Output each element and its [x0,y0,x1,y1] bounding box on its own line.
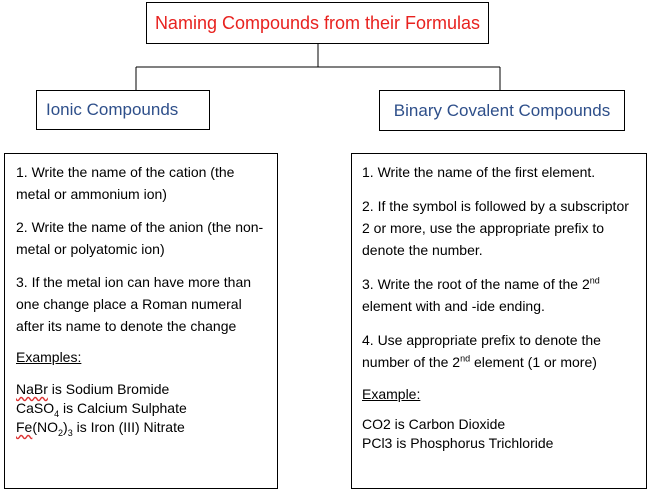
covalent-step-3: 3. Write the root of the name of the 2nd element with and -ide ending. [362,275,600,314]
covalent-step-2: 2. If the symbol is followed by a subscriptor 2 or more, use the appropriate prefix to denote the number. [362,198,629,258]
ionic-example-3: $Fe(NO_2)_3$ is Iron (III) Nitrate [16,419,185,438]
covalent-rules-box [351,153,647,489]
covalent-heading: Binary Covalent Compounds [379,90,625,131]
covalent-step-4: 4. Use appropriate prefix to denote the number of the 2nd element (1 or more) [362,332,601,370]
covalent-step-1: 1. Write the name of the first element. [362,164,596,180]
ionic-rules-box [4,153,278,489]
ionic-step-3: 3. If the metal ion can have more than one change place a Roman numeral after its name to denote the change [16,274,252,334]
ionic-step-2: 2. Write the name of the anion (the non-metal or polyatomic ion) [16,219,264,257]
ionic-step-1: 1. Write the name of the cation (the metal or ammonium ion) [16,164,235,202]
ionic-examples-label: Examples: [16,349,82,365]
covalent-example-2: PCl3 is Phosphorus Trichloride [362,435,554,451]
diagram-title: Naming Compounds from their Formulas [146,2,489,44]
ionic-heading: Ionic Compounds [36,90,210,130]
ionic-example-1: NaBr is Sodium Bromide [16,381,170,397]
ionic-example-2: CaSO$_4$ is Calcium Sulphate [16,400,187,419]
covalent-example-label: Example: [362,386,421,402]
covalent-example-1: CO2 is Carbon Dioxide [362,416,506,432]
